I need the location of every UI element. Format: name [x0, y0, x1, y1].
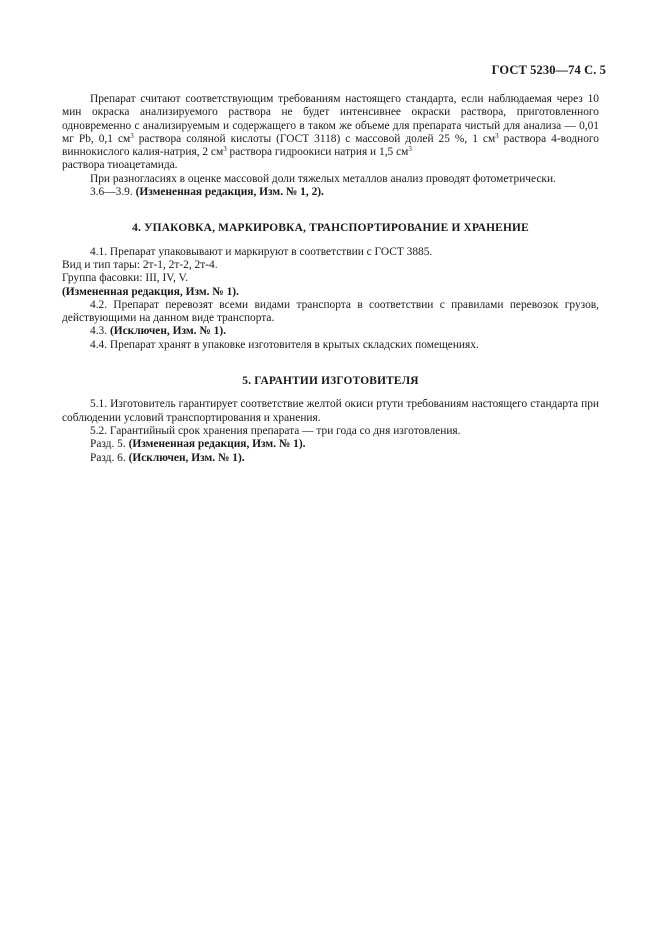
paragraph-4-2: 4.2. Препарат перевозят всеми видами транспорта в соответствии с правилами перевозок грузов, действующими на данном виде транспорта.	[62, 298, 599, 325]
section-5-title: 5. ГАРАНТИИ ИЗГОТОВИТЕЛЯ	[242, 375, 419, 388]
page-header: ГОСТ 5230—74 С. 5	[491, 63, 606, 77]
paragraph-disagreement: При разногласиях в оценке массовой доли тяжелых металлов анализ проводят фотометрически.	[90, 172, 556, 185]
paragraph-razd-6	[62, 452, 599, 465]
revision-note-4-1: (Измененная редакция, Изм. № 1).	[62, 285, 239, 298]
superscript: 3	[223, 145, 227, 154]
clause-ref: 3.6—3.9.	[90, 186, 133, 199]
revision-note: (Исключен, Изм. № 1).	[109, 325, 226, 338]
superscript: 3	[130, 131, 134, 140]
section-4-title: 4. УПАКОВКА, МАРКИРОВКА, ТРАНСПОРТИРОВАНИЕ И ХРАНЕНИЕ	[132, 222, 529, 235]
document-body	[62, 93, 599, 465]
clause-ref: Разд. 6.	[90, 451, 126, 464]
text-span: раствора соляной кислоты (ГОСТ 3118) с массовой долей 25 %, 1 см	[133, 132, 496, 145]
superscript: 3	[408, 145, 412, 154]
paragraph-3-6-3-9	[62, 186, 599, 199]
clause-ref: 4.3.	[90, 325, 108, 338]
revision-note: (Измененная редакция, Изм. № 1).	[128, 438, 306, 451]
paragraph-4-4: 4.4. Препарат хранят в упаковке изготовителя в крытых складских помещениях.	[90, 338, 479, 351]
paragraph-tara: Вид и тип тары: 2т-1, 2т-2, 2т-4.	[62, 258, 218, 271]
text-span: раствора 4-водного виннокислого калия-натрия, 2 см	[62, 132, 599, 159]
revision-note: (Измененная редакция, Изм. № 1, 2).	[135, 186, 324, 199]
clause-ref: Разд. 5.	[90, 438, 126, 451]
text-span: Препарат считают соответствующим требованиям настоящего стандарта, если наблюдаемая через 10 мин окраска анализируемого раствора не будет интенсивнее окраски раствора, приготовленного одновременно с анализируемым и содержащего в таком же объеме для препарата чистый для анализа — 0,01 мг Pb, 0,1 см	[62, 93, 599, 145]
paragraph-group: Группа фасовки: III, IV, V.	[62, 272, 189, 285]
text-span: раствора тиоацетамида.	[62, 159, 178, 172]
paragraph-5-2: 5.2. Гарантийный срок хранения препарата — три года со дня изготовления.	[90, 424, 461, 437]
paragraph-razd-5	[62, 438, 599, 451]
text-span: раствора гидроокиси натрия и 1,5 см	[226, 146, 409, 159]
revision-note: (Исключен, Изм. № 1).	[128, 451, 245, 464]
paragraph-acceptance-criteria	[62, 93, 599, 173]
paragraph-4-3	[62, 325, 599, 338]
paragraph-4-1: 4.1. Препарат упаковывают и маркируют в соответствии с ГОСТ 3885.	[90, 245, 433, 258]
paragraph-5-1: 5.1. Изготовитель гарантирует соответствие желтой окиси ртути требованиям настоящего стандарта при соблюдении условий транспортирования и хранения.	[62, 398, 599, 424]
superscript: 3	[495, 131, 499, 140]
